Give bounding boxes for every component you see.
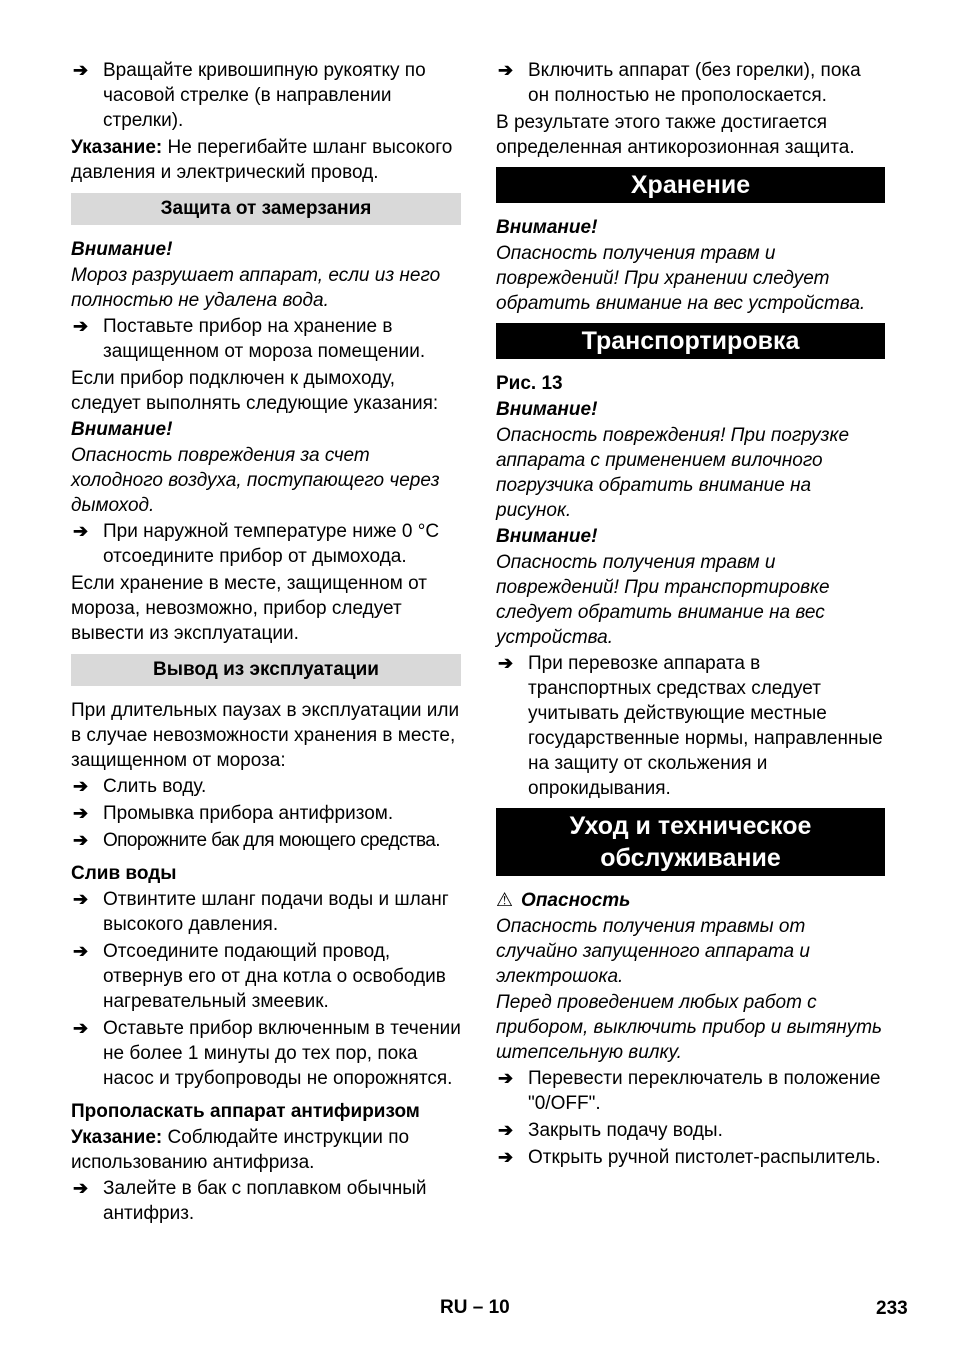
- danger-text: Опасность получения травмы от случайно запущенного аппарата и электрошока.: [496, 916, 810, 987]
- arrow-right-icon: ➔: [498, 1147, 514, 1167]
- attention-text: Мороз разрушает аппарат, если из него полностью не удалена вода.: [71, 265, 441, 311]
- attention-label: Внимание!: [71, 239, 173, 260]
- section-heading-decommission: Вывод из эксплуатации: [71, 654, 461, 686]
- attention-label: Внимание!: [496, 399, 598, 420]
- list-item-text: Закрыть подачу воды.: [528, 1120, 723, 1141]
- paragraph: Если прибор подключен к дымоходу, следует выполнять следующие указания:: [71, 368, 439, 414]
- list-item-text: Оставьте прибор включенным в течении не более 1 минуты до тех пор, пока насос и трубопроводы не опорожнятся.: [103, 1018, 461, 1089]
- list-item-text: Опорожните бак для моющего средства.: [103, 830, 440, 851]
- list-item-text: Вращайте кривошипную рукоятку по часовой стрелке (в направлении стрелки).: [103, 60, 426, 131]
- list-item: [71, 519, 461, 569]
- danger-label: [496, 888, 885, 913]
- arrow-right-icon: ➔: [73, 316, 89, 336]
- list-item-text: Слить воду.: [103, 776, 207, 797]
- arrow-right-icon: ➔: [73, 1178, 89, 1198]
- section-heading-care: Уход и техническое обслуживание: [496, 808, 885, 876]
- attention-label: Внимание!: [496, 217, 598, 238]
- list-item: [71, 314, 461, 364]
- right-column: [496, 58, 885, 1172]
- list-item: [71, 939, 461, 1014]
- warning-triangle-icon: ⚠: [496, 890, 514, 911]
- paragraph: В результате этого также достигается определенная антикорозионная защита.: [496, 112, 855, 158]
- list-item-text: При перевозке аппарата в транспортных средствах следует учитывать действующие местные государственные нормы, направленные на защиту от скольжения и опрокидывания.: [528, 653, 883, 799]
- list-item: [496, 1118, 885, 1143]
- arrow-right-icon: ➔: [73, 1018, 89, 1038]
- list-item-text: Включить аппарат (без горелки), пока он полностью не прополоскается.: [528, 60, 861, 106]
- danger-label-text: Опасность: [521, 890, 631, 911]
- note-text: Соблюдайте инструкции по использованию антифриза.: [71, 1127, 410, 1173]
- list-item: [71, 1176, 461, 1226]
- arrow-right-icon: ➔: [498, 653, 514, 673]
- attention-text: Опасность получения травм и повреждений! При хранении следует обратить внимание на вес устройства.: [496, 243, 866, 314]
- arrow-right-icon: ➔: [73, 941, 89, 961]
- footer-section-number: RU – 10: [440, 1297, 510, 1318]
- note: [71, 135, 461, 185]
- list-item: [496, 1066, 885, 1116]
- list-item: [71, 887, 461, 937]
- page-number: 233: [876, 1298, 908, 1319]
- list-item: [71, 801, 461, 826]
- arrow-right-icon: ➔: [73, 889, 89, 909]
- left-column: [71, 58, 461, 1228]
- list-item-text: Открыть ручной пистолет-распылитель.: [528, 1147, 881, 1168]
- list-item: [71, 774, 461, 799]
- list-item: [71, 58, 461, 133]
- list-item: [496, 1145, 885, 1170]
- subheading-rinse: Прополаскать аппарат антифиризом: [71, 1101, 420, 1122]
- attention-text: Опасность получения травм и повреждений! При транспортировке следует обратить внимание на вес устройства.: [496, 552, 830, 648]
- list-item: [71, 1016, 461, 1091]
- list-item-text: Отвинтите шланг подачи воды и шланг высокого давления.: [103, 889, 449, 935]
- attention-label: Внимание!: [71, 419, 173, 440]
- note-label: Указание:: [71, 137, 163, 158]
- list-item: [71, 828, 461, 853]
- subheading-drain: Слив воды: [71, 863, 177, 884]
- list-item-text: Поставьте прибор на хранение в защищенном от мороза помещении.: [103, 316, 426, 362]
- arrow-right-icon: ➔: [73, 60, 89, 80]
- note-label: Указание:: [71, 1127, 163, 1148]
- arrow-right-icon: ➔: [73, 521, 89, 541]
- list-item-text: Залейте в бак с поплавком обычный антифриз.: [103, 1178, 427, 1224]
- arrow-right-icon: ➔: [498, 1120, 514, 1140]
- danger-text: Перед проведением любых работ с прибором, выключить прибор и вытянуть штепсельную вилку.: [496, 992, 883, 1063]
- list-item-text: Промывка прибора антифризом.: [103, 803, 394, 824]
- attention-text: Опасность повреждения! При погрузке аппарата с применением вилочного погрузчика обратить внимание на рисунок.: [496, 425, 850, 521]
- note: [71, 1125, 461, 1175]
- section-heading-frost: Защита от замерзания: [71, 193, 461, 225]
- attention-label: Внимание!: [496, 526, 598, 547]
- arrow-right-icon: ➔: [73, 776, 89, 796]
- list-item-text: При наружной температуре ниже 0 °C отсоедините прибор от дымохода.: [103, 521, 440, 567]
- section-heading-transport: Транспортировка: [496, 323, 885, 359]
- arrow-right-icon: ➔: [498, 60, 514, 80]
- list-item: [496, 651, 885, 801]
- figure-reference: Рис. 13: [496, 373, 563, 394]
- paragraph: Если хранение в месте, защищенном от мороза, невозможно, прибор следует вывести из эксплуатации.: [71, 573, 427, 644]
- list-item-text: Перевести переключатель в положение "0/OFF".: [528, 1068, 881, 1114]
- attention-text: Опасность повреждения за счет холодного воздуха, поступающего через дымоход.: [71, 445, 440, 516]
- list-item-text: Отсоедините подающий провод, отвернув его от дна котла о освободив нагревательный змеевик.: [103, 941, 446, 1012]
- arrow-right-icon: ➔: [498, 1068, 514, 1088]
- list-item: [496, 58, 885, 108]
- section-heading-storage: Хранение: [496, 167, 885, 203]
- arrow-right-icon: ➔: [73, 830, 88, 850]
- paragraph: При длительных паузах в эксплуатации или в случае невозможности хранения в месте, защищенном от мороза:: [71, 700, 460, 771]
- arrow-right-icon: ➔: [73, 803, 89, 823]
- note-text: Не перегибайте шланг высокого давления и электрический провод.: [71, 137, 453, 183]
